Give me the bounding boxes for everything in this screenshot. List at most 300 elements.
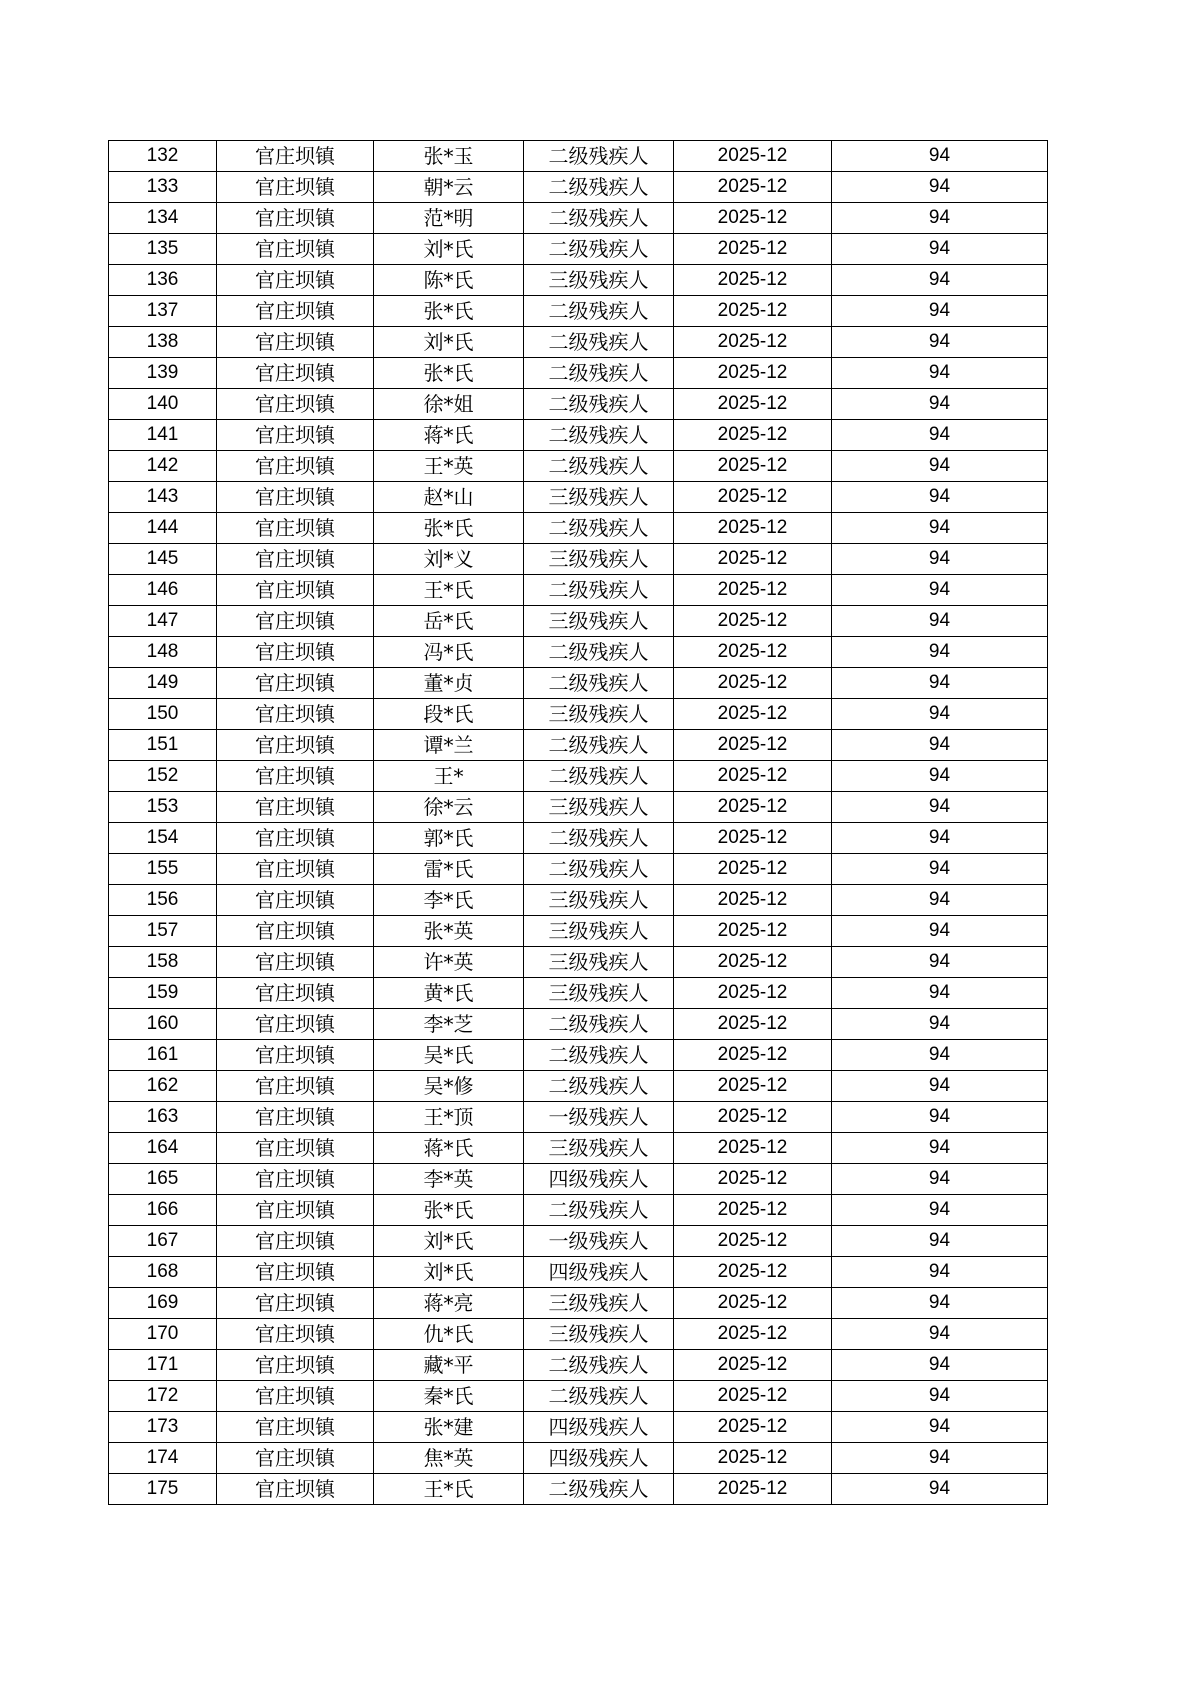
name-cell: 张*建 — [374, 1412, 524, 1443]
month-cell: 2025-12 — [674, 234, 832, 265]
seq-cell: 135 — [109, 234, 217, 265]
name-cell: 王*氏 — [374, 1474, 524, 1505]
name-cell: 仇*氏 — [374, 1319, 524, 1350]
amount-cell: 94 — [832, 203, 1048, 234]
disability-level-cell: 二级残疾人 — [524, 1350, 674, 1381]
town-cell: 官庄坝镇 — [217, 265, 374, 296]
disability-level-cell: 三级残疾人 — [524, 947, 674, 978]
month-cell: 2025-12 — [674, 1350, 832, 1381]
month-cell: 2025-12 — [674, 265, 832, 296]
seq-cell: 164 — [109, 1133, 217, 1164]
month-cell: 2025-12 — [674, 1195, 832, 1226]
name-cell: 赵*山 — [374, 482, 524, 513]
name-cell: 刘*氏 — [374, 234, 524, 265]
disability-level-cell: 二级残疾人 — [524, 203, 674, 234]
town-cell: 官庄坝镇 — [217, 203, 374, 234]
table-row — [109, 699, 1048, 730]
month-cell: 2025-12 — [674, 978, 832, 1009]
amount-cell: 94 — [832, 575, 1048, 606]
town-cell: 官庄坝镇 — [217, 947, 374, 978]
name-cell: 吴*修 — [374, 1071, 524, 1102]
table-row — [109, 1288, 1048, 1319]
table-row — [109, 389, 1048, 420]
amount-cell: 94 — [832, 1288, 1048, 1319]
town-cell: 官庄坝镇 — [217, 575, 374, 606]
month-cell: 2025-12 — [674, 1133, 832, 1164]
month-cell: 2025-12 — [674, 296, 832, 327]
seq-cell: 155 — [109, 854, 217, 885]
amount-cell: 94 — [832, 1257, 1048, 1288]
amount-cell: 94 — [832, 420, 1048, 451]
town-cell: 官庄坝镇 — [217, 854, 374, 885]
name-cell: 刘*氏 — [374, 327, 524, 358]
name-cell: 范*明 — [374, 203, 524, 234]
town-cell: 官庄坝镇 — [217, 1443, 374, 1474]
town-cell: 官庄坝镇 — [217, 389, 374, 420]
amount-cell: 94 — [832, 792, 1048, 823]
table-row — [109, 265, 1048, 296]
town-cell: 官庄坝镇 — [217, 1133, 374, 1164]
name-cell: 藏*平 — [374, 1350, 524, 1381]
month-cell: 2025-12 — [674, 1381, 832, 1412]
table-row — [109, 203, 1048, 234]
disability-level-cell: 二级残疾人 — [524, 172, 674, 203]
town-cell: 官庄坝镇 — [217, 1257, 374, 1288]
amount-cell: 94 — [832, 389, 1048, 420]
name-cell: 王*氏 — [374, 575, 524, 606]
table-row — [109, 1133, 1048, 1164]
town-cell: 官庄坝镇 — [217, 699, 374, 730]
amount-cell: 94 — [832, 1226, 1048, 1257]
table-row — [109, 668, 1048, 699]
name-cell: 刘*氏 — [374, 1226, 524, 1257]
amount-cell: 94 — [832, 1443, 1048, 1474]
seq-cell: 149 — [109, 668, 217, 699]
amount-cell: 94 — [832, 978, 1048, 1009]
amount-cell: 94 — [832, 234, 1048, 265]
table-row — [109, 1350, 1048, 1381]
month-cell: 2025-12 — [674, 1288, 832, 1319]
amount-cell: 94 — [832, 947, 1048, 978]
amount-cell: 94 — [832, 916, 1048, 947]
month-cell: 2025-12 — [674, 699, 832, 730]
name-cell: 雷*氏 — [374, 854, 524, 885]
town-cell: 官庄坝镇 — [217, 513, 374, 544]
disability-level-cell: 三级残疾人 — [524, 978, 674, 1009]
roster-table-body — [109, 141, 1048, 1505]
seq-cell: 159 — [109, 978, 217, 1009]
month-cell: 2025-12 — [674, 1009, 832, 1040]
disability-level-cell: 三级残疾人 — [524, 699, 674, 730]
amount-cell: 94 — [832, 1319, 1048, 1350]
month-cell: 2025-12 — [674, 389, 832, 420]
disability-level-cell: 三级残疾人 — [524, 1133, 674, 1164]
name-cell: 张*玉 — [374, 141, 524, 172]
name-cell: 蒋*氏 — [374, 1133, 524, 1164]
name-cell: 徐*姐 — [374, 389, 524, 420]
seq-cell: 151 — [109, 730, 217, 761]
name-cell: 陈*氏 — [374, 265, 524, 296]
name-cell: 段*氏 — [374, 699, 524, 730]
disability-level-cell: 二级残疾人 — [524, 761, 674, 792]
month-cell: 2025-12 — [674, 1257, 832, 1288]
seq-cell: 140 — [109, 389, 217, 420]
month-cell: 2025-12 — [674, 637, 832, 668]
seq-cell: 137 — [109, 296, 217, 327]
month-cell: 2025-12 — [674, 947, 832, 978]
disability-level-cell: 四级残疾人 — [524, 1164, 674, 1195]
town-cell: 官庄坝镇 — [217, 761, 374, 792]
table-row — [109, 1381, 1048, 1412]
amount-cell: 94 — [832, 1474, 1048, 1505]
disability-level-cell: 三级残疾人 — [524, 916, 674, 947]
table-row — [109, 544, 1048, 575]
amount-cell: 94 — [832, 606, 1048, 637]
month-cell: 2025-12 — [674, 823, 832, 854]
seq-cell: 172 — [109, 1381, 217, 1412]
disability-level-cell: 二级残疾人 — [524, 389, 674, 420]
amount-cell: 94 — [832, 668, 1048, 699]
disability-level-cell: 三级残疾人 — [524, 482, 674, 513]
seq-cell: 139 — [109, 358, 217, 389]
seq-cell: 168 — [109, 1257, 217, 1288]
seq-cell: 136 — [109, 265, 217, 296]
subsidy-roster-table — [108, 140, 1048, 1505]
disability-level-cell: 二级残疾人 — [524, 730, 674, 761]
month-cell: 2025-12 — [674, 451, 832, 482]
town-cell: 官庄坝镇 — [217, 1040, 374, 1071]
table-row — [109, 420, 1048, 451]
disability-level-cell: 三级残疾人 — [524, 792, 674, 823]
amount-cell: 94 — [832, 358, 1048, 389]
disability-level-cell: 四级残疾人 — [524, 1443, 674, 1474]
name-cell: 许*英 — [374, 947, 524, 978]
name-cell: 张*氏 — [374, 296, 524, 327]
amount-cell: 94 — [832, 451, 1048, 482]
seq-cell: 175 — [109, 1474, 217, 1505]
month-cell: 2025-12 — [674, 420, 832, 451]
amount-cell: 94 — [832, 1102, 1048, 1133]
table-row — [109, 1474, 1048, 1505]
town-cell: 官庄坝镇 — [217, 296, 374, 327]
seq-cell: 156 — [109, 885, 217, 916]
disability-level-cell: 二级残疾人 — [524, 296, 674, 327]
disability-level-cell: 四级残疾人 — [524, 1412, 674, 1443]
town-cell: 官庄坝镇 — [217, 730, 374, 761]
disability-level-cell: 二级残疾人 — [524, 234, 674, 265]
month-cell: 2025-12 — [674, 606, 832, 637]
town-cell: 官庄坝镇 — [217, 1195, 374, 1226]
month-cell: 2025-12 — [674, 1474, 832, 1505]
table-row — [109, 730, 1048, 761]
amount-cell: 94 — [832, 854, 1048, 885]
table-row — [109, 1257, 1048, 1288]
name-cell: 朝*云 — [374, 172, 524, 203]
amount-cell: 94 — [832, 1350, 1048, 1381]
town-cell: 官庄坝镇 — [217, 327, 374, 358]
amount-cell: 94 — [832, 544, 1048, 575]
name-cell: 吴*氏 — [374, 1040, 524, 1071]
month-cell: 2025-12 — [674, 203, 832, 234]
disability-level-cell: 一级残疾人 — [524, 1226, 674, 1257]
month-cell: 2025-12 — [674, 327, 832, 358]
month-cell: 2025-12 — [674, 761, 832, 792]
name-cell: 张*氏 — [374, 513, 524, 544]
month-cell: 2025-12 — [674, 172, 832, 203]
month-cell: 2025-12 — [674, 854, 832, 885]
table-row — [109, 1226, 1048, 1257]
name-cell: 蒋*亮 — [374, 1288, 524, 1319]
disability-level-cell: 二级残疾人 — [524, 358, 674, 389]
table-row — [109, 761, 1048, 792]
seq-cell: 148 — [109, 637, 217, 668]
table-row — [109, 854, 1048, 885]
disability-level-cell: 二级残疾人 — [524, 420, 674, 451]
town-cell: 官庄坝镇 — [217, 1164, 374, 1195]
disability-level-cell: 三级残疾人 — [524, 1319, 674, 1350]
amount-cell: 94 — [832, 265, 1048, 296]
amount-cell: 94 — [832, 1164, 1048, 1195]
table-row — [109, 606, 1048, 637]
month-cell: 2025-12 — [674, 1226, 832, 1257]
name-cell: 黄*氏 — [374, 978, 524, 1009]
table-row — [109, 327, 1048, 358]
disability-level-cell: 三级残疾人 — [524, 885, 674, 916]
town-cell: 官庄坝镇 — [217, 1412, 374, 1443]
seq-cell: 150 — [109, 699, 217, 730]
month-cell: 2025-12 — [674, 730, 832, 761]
disability-level-cell: 二级残疾人 — [524, 854, 674, 885]
amount-cell: 94 — [832, 761, 1048, 792]
seq-cell: 143 — [109, 482, 217, 513]
town-cell: 官庄坝镇 — [217, 637, 374, 668]
month-cell: 2025-12 — [674, 544, 832, 575]
disability-level-cell: 二级残疾人 — [524, 637, 674, 668]
amount-cell: 94 — [832, 327, 1048, 358]
seq-cell: 173 — [109, 1412, 217, 1443]
seq-cell: 144 — [109, 513, 217, 544]
town-cell: 官庄坝镇 — [217, 234, 374, 265]
table-row — [109, 1412, 1048, 1443]
seq-cell: 145 — [109, 544, 217, 575]
name-cell: 徐*云 — [374, 792, 524, 823]
month-cell: 2025-12 — [674, 885, 832, 916]
disability-level-cell: 二级残疾人 — [524, 668, 674, 699]
seq-cell: 163 — [109, 1102, 217, 1133]
table-row — [109, 792, 1048, 823]
disability-level-cell: 二级残疾人 — [524, 1474, 674, 1505]
table-row — [109, 1102, 1048, 1133]
table-row — [109, 482, 1048, 513]
name-cell: 王*英 — [374, 451, 524, 482]
name-cell: 李*英 — [374, 1164, 524, 1195]
town-cell: 官庄坝镇 — [217, 1102, 374, 1133]
month-cell: 2025-12 — [674, 1319, 832, 1350]
seq-cell: 158 — [109, 947, 217, 978]
name-cell: 张*氏 — [374, 358, 524, 389]
month-cell: 2025-12 — [674, 482, 832, 513]
month-cell: 2025-12 — [674, 575, 832, 606]
table-row — [109, 1319, 1048, 1350]
table-row — [109, 947, 1048, 978]
table-row — [109, 1443, 1048, 1474]
month-cell: 2025-12 — [674, 792, 832, 823]
amount-cell: 94 — [832, 1040, 1048, 1071]
disability-level-cell: 三级残疾人 — [524, 1288, 674, 1319]
seq-cell: 161 — [109, 1040, 217, 1071]
table-row — [109, 1164, 1048, 1195]
name-cell: 郭*氏 — [374, 823, 524, 854]
town-cell: 官庄坝镇 — [217, 358, 374, 389]
seq-cell: 133 — [109, 172, 217, 203]
disability-level-cell: 二级残疾人 — [524, 513, 674, 544]
table-row — [109, 978, 1048, 1009]
disability-level-cell: 二级残疾人 — [524, 141, 674, 172]
amount-cell: 94 — [832, 699, 1048, 730]
disability-level-cell: 四级残疾人 — [524, 1257, 674, 1288]
table-row — [109, 1195, 1048, 1226]
seq-cell: 154 — [109, 823, 217, 854]
name-cell: 张*氏 — [374, 1195, 524, 1226]
town-cell: 官庄坝镇 — [217, 544, 374, 575]
month-cell: 2025-12 — [674, 1443, 832, 1474]
month-cell: 2025-12 — [674, 1412, 832, 1443]
table-row — [109, 1040, 1048, 1071]
name-cell: 岳*氏 — [374, 606, 524, 637]
amount-cell: 94 — [832, 1381, 1048, 1412]
town-cell: 官庄坝镇 — [217, 1350, 374, 1381]
amount-cell: 94 — [832, 482, 1048, 513]
table-row — [109, 637, 1048, 668]
town-cell: 官庄坝镇 — [217, 1226, 374, 1257]
name-cell: 冯*氏 — [374, 637, 524, 668]
amount-cell: 94 — [832, 296, 1048, 327]
name-cell: 刘*义 — [374, 544, 524, 575]
table-row — [109, 172, 1048, 203]
month-cell: 2025-12 — [674, 668, 832, 699]
seq-cell: 147 — [109, 606, 217, 637]
name-cell: 刘*氏 — [374, 1257, 524, 1288]
table-row — [109, 885, 1048, 916]
seq-cell: 167 — [109, 1226, 217, 1257]
seq-cell: 141 — [109, 420, 217, 451]
seq-cell: 138 — [109, 327, 217, 358]
amount-cell: 94 — [832, 823, 1048, 854]
amount-cell: 94 — [832, 513, 1048, 544]
amount-cell: 94 — [832, 1195, 1048, 1226]
table-row — [109, 141, 1048, 172]
amount-cell: 94 — [832, 1009, 1048, 1040]
month-cell: 2025-12 — [674, 1071, 832, 1102]
seq-cell: 153 — [109, 792, 217, 823]
seq-cell: 146 — [109, 575, 217, 606]
town-cell: 官庄坝镇 — [217, 1288, 374, 1319]
name-cell: 谭*兰 — [374, 730, 524, 761]
seq-cell: 134 — [109, 203, 217, 234]
month-cell: 2025-12 — [674, 141, 832, 172]
table-row — [109, 513, 1048, 544]
disability-level-cell: 二级残疾人 — [524, 575, 674, 606]
amount-cell: 94 — [832, 141, 1048, 172]
town-cell: 官庄坝镇 — [217, 978, 374, 1009]
town-cell: 官庄坝镇 — [217, 792, 374, 823]
seq-cell: 171 — [109, 1350, 217, 1381]
town-cell: 官庄坝镇 — [217, 916, 374, 947]
disability-level-cell: 三级残疾人 — [524, 544, 674, 575]
amount-cell: 94 — [832, 637, 1048, 668]
name-cell: 焦*英 — [374, 1443, 524, 1474]
town-cell: 官庄坝镇 — [217, 141, 374, 172]
amount-cell: 94 — [832, 172, 1048, 203]
disability-level-cell: 二级残疾人 — [524, 1040, 674, 1071]
seq-cell: 166 — [109, 1195, 217, 1226]
town-cell: 官庄坝镇 — [217, 1381, 374, 1412]
table-row — [109, 358, 1048, 389]
seq-cell: 142 — [109, 451, 217, 482]
table-row — [109, 823, 1048, 854]
town-cell: 官庄坝镇 — [217, 668, 374, 699]
seq-cell: 169 — [109, 1288, 217, 1319]
town-cell: 官庄坝镇 — [217, 451, 374, 482]
table-row — [109, 1009, 1048, 1040]
month-cell: 2025-12 — [674, 1040, 832, 1071]
table-row — [109, 296, 1048, 327]
disability-level-cell: 二级残疾人 — [524, 1071, 674, 1102]
disability-level-cell: 二级残疾人 — [524, 1195, 674, 1226]
town-cell: 官庄坝镇 — [217, 420, 374, 451]
table-row — [109, 575, 1048, 606]
month-cell: 2025-12 — [674, 1164, 832, 1195]
seq-cell: 160 — [109, 1009, 217, 1040]
seq-cell: 162 — [109, 1071, 217, 1102]
town-cell: 官庄坝镇 — [217, 1009, 374, 1040]
name-cell: 董*贞 — [374, 668, 524, 699]
name-cell: 王* — [374, 761, 524, 792]
table-row — [109, 451, 1048, 482]
seq-cell: 170 — [109, 1319, 217, 1350]
town-cell: 官庄坝镇 — [217, 1319, 374, 1350]
name-cell: 秦*氏 — [374, 1381, 524, 1412]
disability-level-cell: 三级残疾人 — [524, 606, 674, 637]
table-row — [109, 916, 1048, 947]
seq-cell: 152 — [109, 761, 217, 792]
disability-level-cell: 一级残疾人 — [524, 1102, 674, 1133]
seq-cell: 132 — [109, 141, 217, 172]
month-cell: 2025-12 — [674, 1102, 832, 1133]
town-cell: 官庄坝镇 — [217, 1071, 374, 1102]
seq-cell: 165 — [109, 1164, 217, 1195]
amount-cell: 94 — [832, 1133, 1048, 1164]
name-cell: 王*顶 — [374, 1102, 524, 1133]
amount-cell: 94 — [832, 1412, 1048, 1443]
disability-level-cell: 二级残疾人 — [524, 1381, 674, 1412]
month-cell: 2025-12 — [674, 916, 832, 947]
disability-level-cell: 二级残疾人 — [524, 1009, 674, 1040]
amount-cell: 94 — [832, 885, 1048, 916]
month-cell: 2025-12 — [674, 358, 832, 389]
amount-cell: 94 — [832, 1071, 1048, 1102]
town-cell: 官庄坝镇 — [217, 606, 374, 637]
month-cell: 2025-12 — [674, 513, 832, 544]
disability-level-cell: 三级残疾人 — [524, 265, 674, 296]
town-cell: 官庄坝镇 — [217, 482, 374, 513]
name-cell: 李*氏 — [374, 885, 524, 916]
town-cell: 官庄坝镇 — [217, 823, 374, 854]
town-cell: 官庄坝镇 — [217, 1474, 374, 1505]
town-cell: 官庄坝镇 — [217, 885, 374, 916]
disability-level-cell: 二级残疾人 — [524, 451, 674, 482]
table-row — [109, 234, 1048, 265]
